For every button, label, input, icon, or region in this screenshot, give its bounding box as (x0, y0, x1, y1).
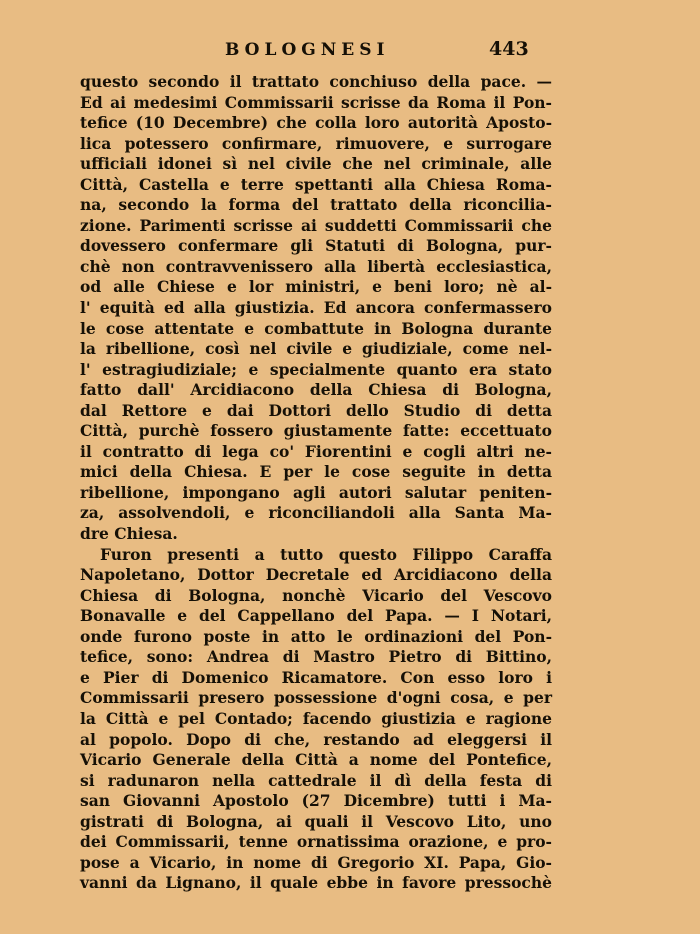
text-line: Chiesa di Bologna, nonchè Vicario del Vescovo (80, 585, 552, 605)
text-line: il contratto di lega co' Fiorentini e cogli altri ne- (80, 441, 552, 461)
text-line: dei Commissarii, tenne ornatissima orazione, e pro- (80, 832, 552, 852)
text-line: Commissarii presero possessione d'ogni cosa, e per (80, 688, 552, 708)
text-line: za, assolvendoli, e riconciliandoli alla Santa Ma- (80, 503, 552, 523)
text-line: Furon presenti a tutto questo Filippo Caraffa (100, 544, 552, 564)
text-line: pose a Vicario, in nome di Gregorio XI. Papa, Gio- (80, 852, 552, 872)
text-line: fatto dall' Arcidiacono della Chiesa di Bologna, (80, 380, 552, 400)
text-line: Bonavalle e del Cappellano del Papa. — I Notari, (80, 606, 552, 626)
text-line: e Pier di Domenico Ricamatore. Con esso loro i (80, 667, 552, 687)
text-line: na, secondo la forma del trattato della riconcilia- (80, 195, 552, 215)
text-line: chè non contravvenissero alla libertà ecclesiastica, (80, 256, 552, 276)
text-line: onde furono poste in atto le ordinazioni del Pon- (80, 626, 552, 646)
text-line: Città, Castella e terre spettanti alla Chiesa Roma- (80, 174, 552, 194)
text-line: l' equità ed alla giustizia. Ed ancora confermassero (80, 298, 552, 318)
text-line: si radunaron nella cattedrale il dì della festa di (80, 770, 552, 790)
text-line: Città, purchè fossero giustamente fatte: eccettuato (80, 421, 552, 441)
text-line: zione. Parimenti scrisse ai suddetti Commissarii che (80, 215, 552, 235)
running-title: BOLOGNESI (225, 40, 390, 60)
running-header (0, 36, 700, 66)
text-line: al popolo. Dopo di che, restando ad eleggersi il (80, 729, 552, 749)
text-line: mici della Chiesa. E per le cose seguite in detta (80, 462, 552, 482)
text-line: gistrati di Bologna, ai quali il Vescovo Lito, uno (80, 811, 552, 831)
text-line: dre Chiesa. (80, 524, 178, 544)
text-line: ufficiali idonei sì nel civile che nel criminale, alle (80, 154, 552, 174)
text-line: ribellione, impongano agli autori salutar peniten- (80, 482, 552, 502)
page-number: 443 (489, 38, 529, 60)
text-line: dovessero confermare gli Statuti di Bologna, pur- (80, 236, 552, 256)
text-line: Napoletano, Dottor Decretale ed Arcidiacono della (80, 565, 552, 585)
text-line: la ribellione, così nel civile e giudiziale, come nel- (80, 339, 552, 359)
text-line: tefice, sono: Andrea di Mastro Pietro di Bittino, (80, 647, 552, 667)
text-line: questo secondo il trattato conchiuso della pace. — (80, 72, 552, 91)
text-line: vanni da Lignano, il quale ebbe in favore pressochè (80, 873, 552, 893)
text-line: la Città e pel Contado; facendo giustizia e ragione (80, 708, 552, 728)
text-line: lica potessero confirmare, rimuovere, e surrogare (80, 133, 552, 153)
text-line: san Giovanni Apostolo (27 Dicembre) tutti i Ma- (80, 791, 552, 811)
text-line: tefice (10 Decembre) che colla loro autorità Aposto- (80, 113, 552, 133)
text-line: dal Rettore e dai Dottori dello Studio di detta (80, 400, 552, 420)
text-line: le cose attentate e combattute in Bologna durante (80, 318, 552, 338)
body-text (80, 72, 552, 894)
text-line: od alle Chiese e lor ministri, e beni loro; nè al- (80, 277, 552, 297)
text-line: Vicario Generale della Città a nome del Pontefice, (80, 750, 552, 770)
text-line: l' estragiudiziale; e specialmente quanto era stato (80, 359, 552, 379)
text-line: Ed ai medesimi Commissarii scrisse da Roma il Pon- (80, 92, 552, 112)
